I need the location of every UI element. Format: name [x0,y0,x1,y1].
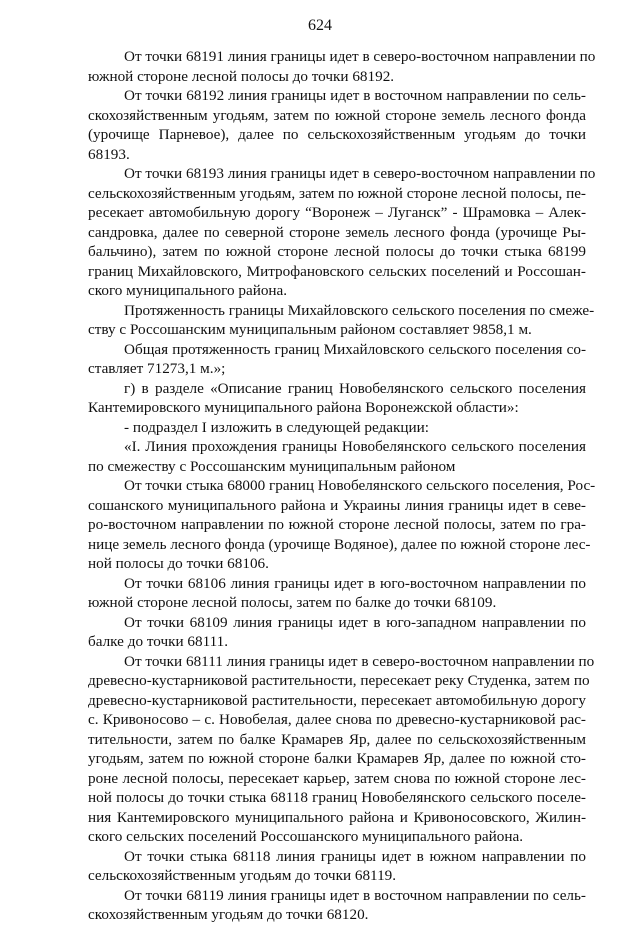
text-line: ния Кантемировского муниципального района и Кривоносовского, Жилин- [88,808,586,826]
paragraph [88,418,586,438]
page-number: 624 [308,17,332,34]
paragraph [88,86,586,164]
text-line: Общая протяженность границ Михайловского сельского поселения со- [124,340,586,358]
paragraph [88,847,586,886]
text-line: южной стороне лесной полосы, затем по балке до точки 68109. [88,594,497,611]
text-line: Протяженность границы Михайловского сельского поселения по смеже- [124,301,595,319]
text-line: ского муниципального района. [88,282,288,299]
text-line: От точки 68109 линия границы идет в юго-западном направлении по [124,613,586,631]
text-line: сандровка, далее по северной стороне земель лесного фонда (урочище Ры- [88,223,586,241]
text-line: Кантемировского муниципального района Воронежской области»: [88,399,519,416]
text-line: бальчино), затем по южной стороне лесной полосы до точки стыка 68199 [88,243,586,260]
text-line: с. Кривоносово – с. Новобелая, далее снова по древесно-кустарниковой рас- [88,711,586,728]
text-line: сошанского муниципального района и Украины линия границы идет в севе- [88,496,586,514]
text-line: ной полосы до точки 68106. [88,555,269,572]
text-line: - подраздел I изложить в следующей редакции: [124,418,429,436]
paragraph [88,574,586,613]
paragraph [88,301,595,340]
paragraph [88,379,586,418]
text-line: От точки 68193 линия границы идет в северо-восточном направлении по [124,165,596,182]
text-line: сельскохозяйственным угодьям до точки 68119. [88,867,397,884]
text-line: нице земель лесного фонда (урочище Водяное), далее по южной стороне лес- [88,535,591,553]
text-line: ной полосы до точки стыка 68118 границ Новобелянского сельского поселе- [88,789,586,806]
text-line: ресекает автомобильную дорогу “Воронеж – Луганск” - Шрамовка – Алек- [88,204,586,221]
text-line: От точки 68119 линия границы идет в восточном направлении по сель- [124,886,586,904]
document-body [88,47,596,925]
text-line: От точки стыка 68000 границ Новобелянского сельского поселения, Рос- [124,477,596,494]
text-line: 68193. [88,145,130,163]
text-line: роне лесной полосы, пересекает карьер, затем снова по южной стороне лес- [88,769,586,787]
text-line: границ Михайловского, Митрофановского сельских поселений и Россошан- [88,262,586,280]
text-line: скохозяйственным угодьям до точки 68120. [88,906,369,923]
text-line: От точки стыка 68118 линия границы идет в южном направлении по [124,847,586,865]
text-line: От точки 68192 линия границы идет в восточном направлении по сель- [124,87,586,104]
text-line: древесно-кустарниковой растительности, пересекает автомобильную дорогу [88,691,586,709]
text-line: «I. Линия прохождения границы Новобелянского сельского поселения [124,438,586,455]
paragraph [88,886,586,925]
paragraph [88,476,596,574]
text-line: (урочище Парневое), далее по сельскохозяйственным угодьям до точки [88,126,586,143]
paragraph [88,613,586,652]
text-line: тительности, затем по балке Крамарев Яр, далее по сельскохозяйственным [88,730,586,748]
text-line: ского сельских поселений Россошанского муниципального района. [88,828,524,845]
text-line: От точки 68106 линия границы идет в юго-восточном направлении по [124,574,586,592]
paragraph [88,340,586,379]
text-line: От точки 68111 линия границы идет в северо-восточном направлении по [124,652,595,670]
paragraph [88,47,596,86]
text-line: г) в разделе «Описание границ Новобелянского сельского поселения [124,379,586,397]
text-line: ро-восточном направлении по южной стороне лесной полосы, затем по гра- [88,516,586,533]
paragraph [88,164,596,301]
text-line: сельскохозяйственным угодьям, затем по южной стороне лесной полосы, пе- [88,184,586,202]
paragraph [88,652,595,847]
text-line: балке до точки 68111. [88,633,229,650]
text-line: древесно-кустарниковой растительности, пересекает реку Студенка, затем по [88,672,590,689]
text-line: угодьям, затем по южной стороне балки Крамарев Яр, далее по южной сто- [88,750,586,767]
text-line: по смежеству с Россошанским муниципальным районом [88,457,456,475]
text-line: южной стороне лесной полосы до точки 68192. [88,67,395,85]
text-line: ству с Россошанским муниципальным районом составляет 9858,1 м. [88,321,532,338]
text-line: ставляет 71273,1 м.»; [88,360,226,377]
paragraph [88,437,586,476]
text-line: От точки 68191 линия границы идет в северо-восточном направлении по [124,48,596,65]
text-line: скохозяйственным угодьям, затем по южной стороне земель лесного фонда [88,106,586,124]
